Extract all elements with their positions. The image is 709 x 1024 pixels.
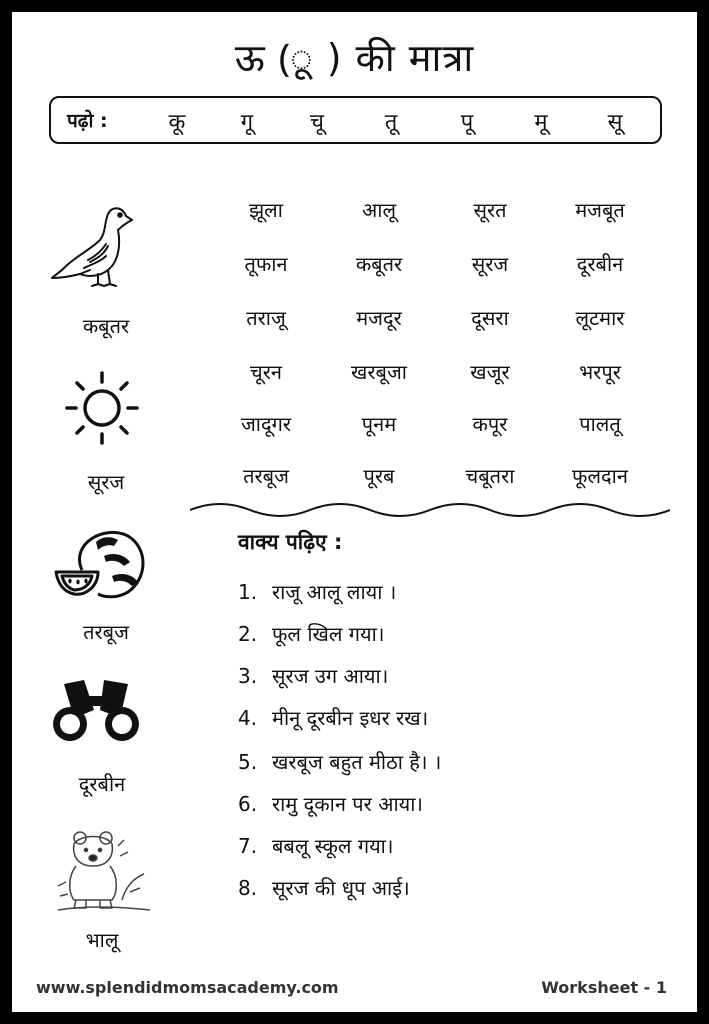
- word: दूरबीन: [576, 252, 624, 276]
- read-letter: मू: [534, 110, 548, 135]
- word: खरबूजा: [351, 360, 407, 384]
- sentence-text: रामु दूकान पर आया।: [272, 792, 423, 816]
- word: चबूतरा: [465, 464, 515, 488]
- sentence-text: सूरज उग आया।: [272, 664, 389, 688]
- sentence: [238, 748, 441, 775]
- footer-website[interactable]: www.splendidmomsacademy.com: [36, 978, 339, 997]
- word: सूरज: [471, 252, 509, 276]
- read-letter: तू: [384, 110, 398, 135]
- pigeon-icon: [50, 198, 140, 290]
- sentence: [238, 874, 410, 901]
- sentence: [238, 704, 428, 731]
- sentence-number: 1.: [238, 580, 258, 604]
- sentence: [238, 790, 423, 817]
- sentence-text: फूल खिल गया।: [272, 622, 385, 646]
- picture-label: तरबूज: [83, 620, 129, 644]
- sentences-title: वाक्य पढ़िए :: [238, 530, 343, 554]
- sentence-text: मीनू दूरबीन इधर रख।: [272, 706, 429, 730]
- sentence: [238, 578, 396, 605]
- word: पूनम: [361, 412, 397, 436]
- picture-label: कबूतर: [82, 314, 130, 338]
- sentence: [238, 832, 393, 859]
- sentence-number: 6.: [238, 792, 258, 816]
- word: तराजू: [246, 306, 286, 330]
- word: फूलदान: [572, 464, 628, 488]
- word: मजबूत: [575, 198, 625, 222]
- sentence-number: 2.: [238, 622, 258, 646]
- read-letter: कू: [168, 110, 186, 135]
- sentence-text: खरबूज बहुत मीठा है। ।: [272, 750, 442, 774]
- picture-label: सूरज: [87, 470, 125, 494]
- sentence-number: 7.: [238, 834, 258, 858]
- sentence-number: 3.: [238, 664, 258, 688]
- word: झूला: [249, 198, 283, 222]
- sentence-text: बबलू स्कूल गया।: [272, 834, 394, 858]
- watermelon-icon: [52, 526, 152, 602]
- picture-label: भालू: [85, 928, 119, 952]
- word: लूटमार: [575, 306, 625, 330]
- page-title: ऊ (ू ) की मात्रा: [234, 36, 475, 80]
- binoculars-icon: [48, 678, 144, 742]
- word: दूसरा: [471, 306, 509, 330]
- sentence-number: 5.: [238, 750, 258, 774]
- word: खजूर: [470, 360, 510, 384]
- word: आलू: [362, 198, 396, 222]
- picture-label: दूरबीन: [78, 772, 126, 796]
- word: मजदूर: [356, 306, 402, 330]
- sentence-text: राजू आलू लाया ।: [272, 580, 397, 604]
- read-letter: चू: [310, 110, 324, 135]
- word: पूरब: [363, 464, 395, 488]
- read-letter: पू: [460, 110, 474, 135]
- footer-worksheet-number: Worksheet - 1: [541, 978, 667, 997]
- word: कबूतर: [355, 252, 403, 276]
- sentence-number: 8.: [238, 876, 258, 900]
- sentence-text: सूरज की धूप आई।: [272, 876, 410, 900]
- word: तूफान: [244, 252, 288, 276]
- read-letter: गू: [240, 110, 254, 135]
- bear-icon: [54, 826, 154, 914]
- sentence: [238, 662, 388, 689]
- word: तरबूज: [243, 464, 289, 488]
- word: पालतू: [579, 412, 621, 436]
- word: सूरत: [473, 198, 507, 222]
- word: कपूर: [472, 412, 508, 436]
- sentence: [238, 620, 384, 647]
- wavy-divider: [190, 498, 670, 522]
- worksheet-page: [12, 12, 697, 1012]
- read-label: पढ़ो :: [67, 110, 108, 132]
- word: भरपूर: [579, 360, 621, 384]
- sun-icon: [64, 370, 140, 446]
- word: जादूगर: [240, 412, 292, 436]
- sentence-number: 4.: [238, 706, 258, 730]
- word: चूरन: [250, 360, 282, 384]
- read-letters-box: [49, 96, 662, 144]
- read-letter: सू: [607, 110, 623, 135]
